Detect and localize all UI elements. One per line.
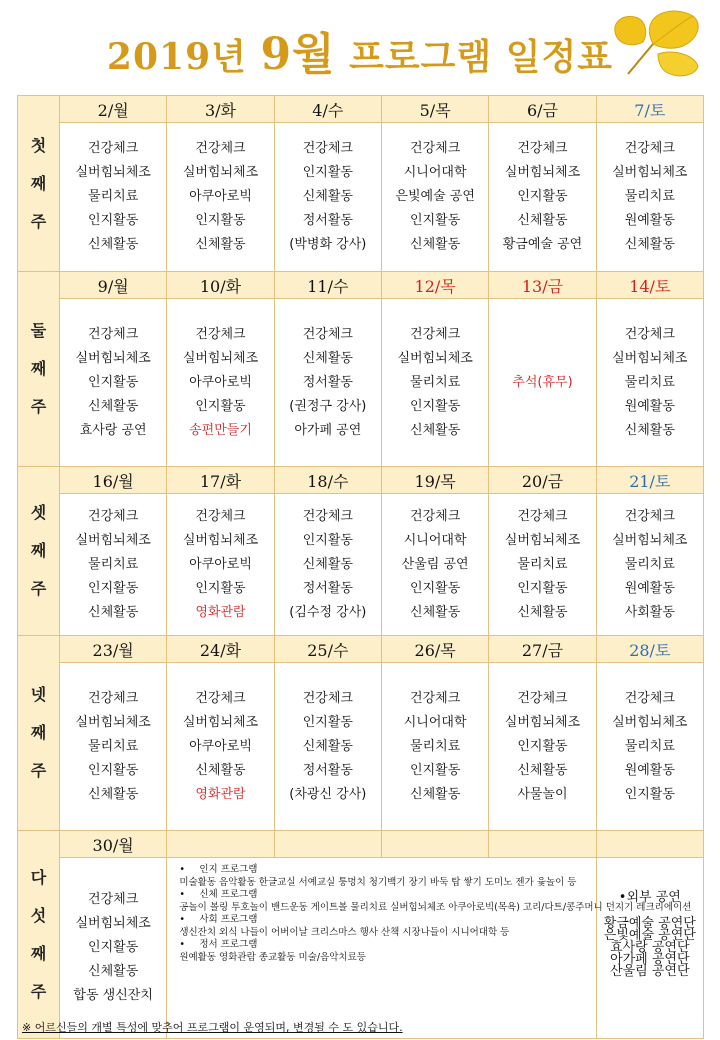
activity-item: 실버힘뇌체조 (612, 532, 688, 548)
day-header: 21/토 (596, 467, 703, 494)
day-cell (167, 123, 274, 272)
activity-item: 은빛예술 공연 (395, 189, 475, 204)
activity-item: 정서활동 (302, 580, 353, 596)
activity-item: 신체활동 (302, 189, 353, 204)
activity-item: 실버힘뇌체조 (182, 714, 259, 730)
day-header: 4/수 (274, 96, 381, 123)
external-item: 아가페 공연단 (610, 952, 690, 967)
day-header: 14/토 (596, 272, 703, 299)
activity-item: 신체활동 (195, 237, 246, 252)
activity-item: 물리치료 (624, 738, 675, 754)
activity-item: 실버힘뇌체조 (612, 714, 688, 730)
activity-item: 물리치료 (517, 556, 568, 572)
day-header: 26/목 (381, 636, 488, 663)
activity-item: 신체활동 (88, 786, 139, 802)
external-item: 은빛예술 공연단 (603, 928, 696, 943)
week-label (18, 96, 60, 272)
external-performances (596, 858, 703, 1039)
day-header: 10/화 (167, 272, 274, 299)
day-cell (60, 299, 167, 467)
week-label-char: 째 (30, 359, 47, 378)
activity-item: 건강체크 (624, 508, 675, 524)
empty-header (274, 831, 381, 858)
week-label (18, 636, 60, 831)
activity-item: 시니어대학 (403, 714, 467, 730)
activity-item: 황금예술 공연 (502, 237, 583, 252)
activity-item: 추석(휴무) (512, 374, 573, 390)
schedule-table (17, 95, 704, 1039)
activity-item: (권정구 강사) (289, 398, 367, 414)
activity-item: 정서활동 (302, 374, 353, 390)
activity-item: 건강체크 (410, 690, 461, 706)
activity-item: 인지활동 (302, 165, 353, 180)
day-cell (596, 123, 703, 272)
week-label-char: 셋 (30, 503, 47, 522)
activity-item: 물리치료 (410, 738, 461, 754)
week-label-char: 째 (30, 173, 47, 193)
title-prefix: 2019년 (106, 36, 261, 78)
activity-item: 효사랑 공연 (79, 422, 147, 438)
activity-item: 물리치료 (88, 738, 139, 754)
activity-item: 인지활동 (195, 580, 246, 596)
day-header: 2/월 (60, 96, 167, 123)
activity-item: 사물놀이 (517, 786, 568, 802)
day-header: 9/월 (60, 272, 167, 299)
note-body: 공놀이 볼링 투호놀이 밴드운동 게이트볼 물리치료 실버힘뇌체조 아쿠아로빅(목욕) 고리/다트/콩주머니 던지기 레크리에이션 (179, 901, 692, 913)
day-cell (274, 299, 381, 467)
activity-item: 인지활동 (410, 213, 461, 228)
external-title: •외부 공연 (618, 890, 681, 905)
empty-header (167, 831, 274, 858)
activity-item: 건강체크 (410, 141, 461, 156)
activity-item: 건강체크 (302, 508, 353, 524)
activity-item: 아쿠아로빅 (189, 738, 252, 754)
activity-item: 건강체크 (195, 690, 246, 706)
activity-item: 송편만들기 (189, 422, 252, 438)
activity-item: 신체활동 (88, 398, 139, 414)
day-header: 3/화 (167, 96, 274, 123)
activity-item: 인지활동 (517, 738, 568, 754)
activity-item: 건강체크 (624, 141, 675, 156)
day-header: 25/수 (274, 636, 381, 663)
activity-item: 실버힘뇌체조 (612, 350, 688, 366)
week-label (18, 831, 60, 1039)
day-header: 18/수 (274, 467, 381, 494)
activity-item: 원예활동 (624, 762, 675, 778)
activity-item: 신체활동 (410, 786, 461, 802)
day-header: 6/금 (489, 96, 596, 123)
note-body: 원예활동 영화관람 종교활동 미술/음악치료등 (179, 951, 366, 963)
activity-item: 인지활동 (88, 374, 139, 390)
activity-item: 건강체크 (410, 508, 461, 524)
activity-item: 정서활동 (302, 762, 353, 778)
day-cell (489, 299, 596, 467)
activity-item: 건강체크 (88, 508, 139, 524)
activity-item: 인지활동 (88, 580, 139, 596)
activity-item: 건강체크 (302, 690, 353, 706)
week-label-char: 주 (30, 211, 47, 231)
day-header: 12/목 (381, 272, 488, 299)
day-header: 27/금 (489, 636, 596, 663)
week-label (18, 272, 60, 467)
week-label-char: 첫 (30, 135, 47, 155)
activity-item: 신체활동 (88, 604, 139, 620)
activity-item: 물리치료 (88, 189, 139, 204)
activity-item: 인지활동 (302, 532, 353, 548)
week-label (18, 467, 60, 636)
ginkgo-leaf-icon (598, 4, 708, 84)
activity-item: 인지활동 (302, 714, 353, 730)
activity-item: 실버힘뇌체조 (182, 532, 259, 548)
week-label-char: 주 (30, 579, 47, 598)
week-label-char: 다 (30, 867, 47, 887)
activity-item: 영화관람 (195, 604, 246, 620)
activity-item: 신체활동 (517, 762, 568, 778)
day-cell (60, 663, 167, 831)
activity-item: 인지활동 (624, 786, 675, 802)
day-cell (60, 494, 167, 636)
day-cell (274, 494, 381, 636)
activity-item: 실버힘뇌체조 (75, 532, 151, 548)
activity-item: 건강체크 (302, 141, 353, 156)
day-header: 7/토 (596, 96, 703, 123)
day-header: 17/화 (167, 467, 274, 494)
activity-item: 실버힘뇌체조 (504, 714, 581, 730)
activity-item: 건강체크 (624, 326, 675, 342)
activity-item: 신체활동 (88, 237, 139, 252)
activity-item: 원예활동 (624, 213, 675, 228)
activity-item: 건강체크 (88, 141, 139, 156)
activity-item: 건강체크 (88, 690, 139, 706)
activity-item: 인지활동 (88, 762, 139, 778)
day-header: 28/토 (596, 636, 703, 663)
activity-item: 신체활동 (410, 422, 461, 438)
activity-item: 아가페 공연 (294, 422, 362, 438)
activity-item: 건강체크 (517, 508, 568, 524)
week-label-char: 째 (30, 723, 47, 742)
day-header: 13/금 (489, 272, 596, 299)
week-label-char: 주 (30, 981, 47, 1001)
activity-item: 실버힘뇌체조 (504, 165, 581, 180)
empty-header (489, 831, 596, 858)
title-month: 9월 (260, 29, 336, 80)
external-item: 황금예술 공연단 (603, 916, 696, 931)
activity-item: 신체활동 (302, 556, 353, 572)
day-header: 30/월 (60, 831, 167, 858)
day-cell (60, 858, 167, 1039)
activity-item: 인지활동 (195, 398, 246, 414)
external-item: 산울림 공연단 (610, 964, 690, 979)
activity-item: 물리치료 (88, 556, 139, 572)
activity-item: 건강체크 (195, 326, 246, 342)
activity-item: 물리치료 (624, 374, 675, 390)
activity-item: 건강체크 (195, 141, 246, 156)
day-cell (274, 123, 381, 272)
note-body: 생신잔치 외식 나들이 어버이날 크리스마스 행사 산책 시장나들이 시니어대학 등 (179, 926, 510, 938)
day-cell (489, 663, 596, 831)
activity-item: 인지활동 (410, 398, 461, 414)
note-heading: • 정서 프로그램 (177, 939, 591, 952)
activity-item: 인지활동 (88, 940, 139, 955)
activity-item: 실버힘뇌체조 (182, 350, 259, 366)
activity-item: 아쿠아로빅 (189, 374, 252, 390)
week-label-char: 주 (30, 397, 47, 416)
day-cell (381, 494, 488, 636)
activity-item: 인지활동 (410, 580, 461, 596)
day-cell (60, 123, 167, 272)
day-cell (381, 123, 488, 272)
week-label-char: 둘 (30, 321, 47, 340)
activity-item: (김수정 강사) (289, 604, 367, 620)
activity-item: 아쿠아로빅 (189, 556, 252, 572)
note-heading: • 인지 프로그램 (177, 864, 591, 877)
day-cell (381, 663, 488, 831)
activity-item: 건강체크 (88, 892, 139, 907)
activity-item: 건강체크 (88, 326, 139, 342)
day-cell (167, 299, 274, 467)
day-cell (596, 663, 703, 831)
activity-item: 실버힘뇌체조 (75, 165, 151, 180)
activity-item: (차광신 강사) (289, 786, 367, 802)
day-header: 11/수 (274, 272, 381, 299)
note-body: 미술활동 음악활동 한글교실 서예교실 퉁멍치 청기백기 장기 바둑 탑 쌓기 도미노 젠가 윷놀이 등 (179, 876, 577, 888)
activity-item: 인지활동 (410, 762, 461, 778)
empty-header (596, 831, 703, 858)
activity-item: 실버힘뇌체조 (397, 350, 473, 366)
activity-item: 원예활동 (624, 398, 675, 414)
activity-item: 실버힘뇌체조 (75, 714, 151, 730)
activity-item: 물리치료 (624, 189, 675, 204)
activity-item: 인지활동 (195, 213, 246, 228)
activity-item: 건강체크 (517, 141, 568, 156)
day-cell (167, 494, 274, 636)
activity-item: 실버힘뇌체조 (75, 350, 151, 366)
week-label-char: 주 (30, 761, 47, 780)
day-cell (167, 663, 274, 831)
activity-item: 건강체크 (195, 508, 246, 524)
activity-item: 실버힘뇌체조 (75, 916, 151, 931)
activity-item: 신체활동 (302, 350, 353, 366)
note-heading: • 사회 프로그램 (177, 914, 591, 927)
activity-item: 실버힘뇌체조 (504, 532, 581, 548)
day-cell (274, 663, 381, 831)
activity-item: 신체활동 (195, 762, 246, 778)
day-cell (489, 494, 596, 636)
day-header: 5/목 (381, 96, 488, 123)
activity-item: 신체활동 (624, 237, 675, 252)
week-label-char: 째 (30, 943, 47, 963)
day-header: 16/월 (60, 467, 167, 494)
activity-item: 인지활동 (517, 189, 568, 204)
activity-item: 합동 생신잔치 (73, 988, 153, 1003)
activity-item: 신체활동 (517, 604, 568, 620)
day-cell (596, 494, 703, 636)
activity-item: 인지활동 (517, 580, 568, 596)
activity-item: 신체활동 (624, 422, 675, 438)
day-header: 19/목 (381, 467, 488, 494)
activity-item: 사회활동 (624, 604, 675, 620)
title-suffix: 프로그램 일정표 (335, 36, 614, 78)
activity-item: 건강체크 (302, 326, 353, 342)
activity-item: 실버힘뇌체조 (612, 165, 688, 180)
activity-item: 원예활동 (624, 580, 675, 596)
activity-item: 인지활동 (88, 213, 139, 228)
empty-header (381, 831, 488, 858)
activity-item: 정서활동 (302, 213, 353, 228)
activity-item: 산울림 공연 (401, 556, 469, 572)
activity-item: (박병화 강사) (289, 237, 367, 252)
activity-item: 신체활동 (302, 738, 353, 754)
activity-item: 건강체크 (517, 690, 568, 706)
week-label-char: 넷 (30, 685, 47, 704)
activity-item: 시니어대학 (403, 165, 467, 180)
activity-item: 건강체크 (410, 326, 461, 342)
day-cell (489, 123, 596, 272)
activity-item: 신체활동 (410, 604, 461, 620)
footnote: ※ 어르신들의 개별 특성에 맞추어 프로그램이 운영되며, 변경될 수 도 있습니다. (22, 1021, 403, 1034)
external-item: 효사랑 공연단 (610, 940, 690, 955)
activity-item: 시니어대학 (403, 532, 467, 548)
activity-item: 신체활동 (410, 237, 461, 252)
activity-item: 물리치료 (624, 556, 675, 572)
activity-item: 실버힘뇌체조 (182, 165, 259, 180)
activity-item: 건강체크 (624, 690, 675, 706)
activity-item: 물리치료 (410, 374, 461, 390)
day-header: 20/금 (489, 467, 596, 494)
activity-item: 신체활동 (517, 213, 568, 228)
week-label-char: 째 (30, 541, 47, 560)
note-heading: • 신체 프로그램 (177, 889, 591, 902)
day-cell (381, 299, 488, 467)
activity-item: 영화관람 (195, 786, 246, 802)
activity-item: 아쿠아로빅 (189, 189, 252, 204)
day-header: 23/월 (60, 636, 167, 663)
day-header: 24/화 (167, 636, 274, 663)
week-label-char: 섯 (30, 905, 47, 925)
activity-item: 신체활동 (88, 964, 139, 979)
day-cell (596, 299, 703, 467)
